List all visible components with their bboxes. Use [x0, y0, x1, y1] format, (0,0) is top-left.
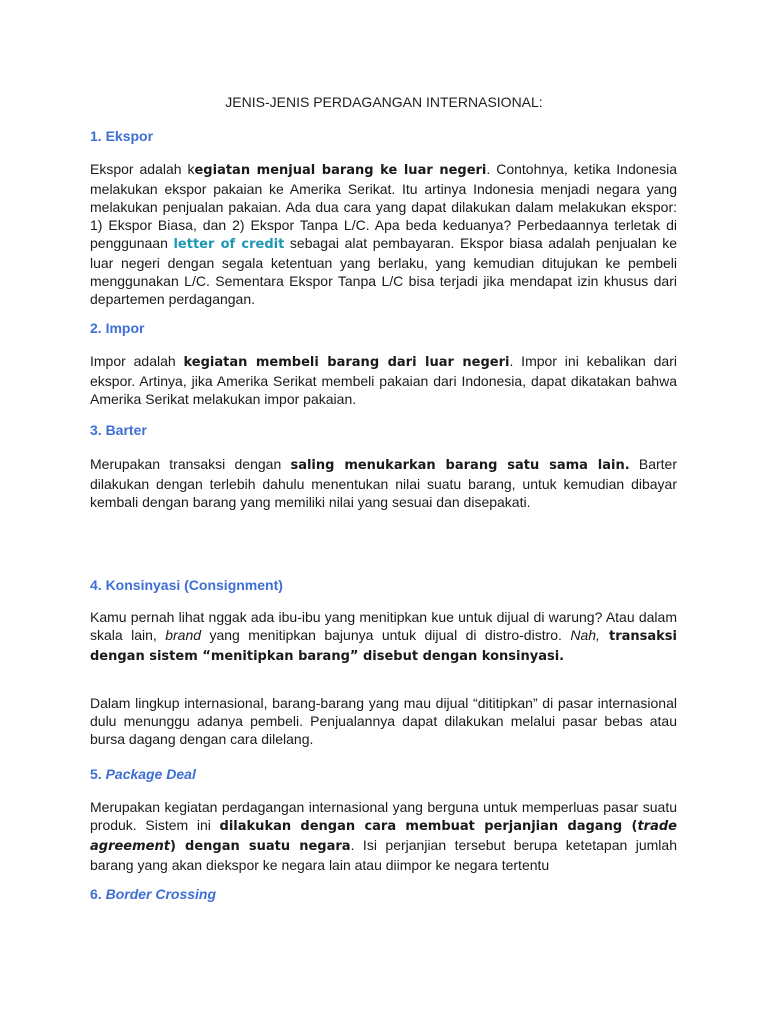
- heading-text: Package Deal: [105, 766, 196, 782]
- text-run: yang menitipkan bajunya untuk dijual di distro-distro.: [201, 627, 571, 643]
- paragraph-package-deal: [90, 798, 677, 874]
- bold-run: transaksi dengan sistem “menitipkan barang” disebut dengan konsinyasi.: [90, 629, 677, 664]
- bold-run: ) dengan suatu negara: [169, 839, 351, 854]
- italic-run: Nah,: [570, 627, 600, 643]
- italic-run: brand: [165, 627, 202, 643]
- text-run: Impor adalah: [90, 353, 184, 369]
- paragraph-konsinyasi-1: [90, 608, 677, 666]
- section-heading-impor: 2. Impor: [90, 320, 145, 336]
- section-heading-package-deal: [90, 765, 677, 783]
- text-run: Barter dilakukan dengan terlebih dahulu menentukan nilai suatu barang, untuk kemudian dibayar kembali dengan barang yang memiliki nilai yang sesuai dan disepakati.: [90, 456, 678, 510]
- section-heading-barter: 3. Barter: [90, 422, 147, 438]
- paragraph-barter: [90, 455, 677, 511]
- text-run: . Contohnya, ketika Indonesia melakukan ekspor pakaian ke Amerika Serikat. Itu artinya Indonesia menjadi negara yang melakukan penjualan pakaian. Ada dua cara yang dapat dilakukan dalam melakukan ekspor: 1) Ekspor Biasa, dan 2) Ekspor Tanpa L/C. Apa beda keduanya? Perbedaannya terletak di penggunaan: [90, 161, 677, 251]
- bold-run: egiatan menjual barang ke luar negeri: [194, 163, 487, 178]
- heading-text: Border Crossing: [105, 886, 217, 902]
- text-run: . Isi perjanjian tersebut berupa ketetapan jumlah barang yang akan diekspor ke negara lain atau diimpor ke negara tertentu: [90, 837, 677, 873]
- text-run: . Impor ini kebalikan dari ekspor. Artinya, jika Amerika Serikat membeli pakaian dari Indonesia, dapat dikatakan bahwa Amerika Serikat melakukan impor pakaian.: [90, 353, 677, 407]
- paragraph-ekspor: [90, 160, 677, 308]
- bold-run: dilakukan dengan cara membuat perjanjian dagang (: [219, 819, 638, 834]
- heading-number: 5.: [90, 766, 106, 782]
- text-run: Merupakan transaksi dengan: [90, 456, 291, 472]
- paragraph-impor: [90, 352, 677, 408]
- heading-number: 6.: [90, 886, 106, 902]
- bold-italic-run: trade agreement: [90, 819, 677, 854]
- paragraph-konsinyasi-2: Dalam lingkup internasional, barang-barang yang mau dijual “dititipkan” di pasar internasional dulu menunggu adanya pembeli. Penjualannya dapat dilakukan melalui pasar bebas atau bursa dagang dengan cara dilelang.: [90, 695, 677, 747]
- text-run: sebagai alat pembayaran. Ekspor biasa adalah penjualan ke luar negeri dengan segala ketentuan yang berlaku, yang kemudian ditujukan ke pembeli menggunakan L/C. Sementara Ekspor Tanpa L/C bisa terjadi jika mendapat izin khusus dari departemen perdagangan.: [90, 235, 677, 307]
- text-run: Kamu pernah lihat nggak ada ibu-ibu yang menitipkan kue untuk dijual di warung? Atau dalam skala lain,: [90, 609, 677, 643]
- text-run: Merupakan kegiatan perdagangan internasional yang berguna untuk memperluas pasar suatu produk. Sistem ini: [90, 799, 677, 833]
- bold-run: kegiatan membeli barang dari luar negeri: [183, 355, 510, 370]
- letter-of-credit-link[interactable]: letter of credit: [173, 237, 285, 252]
- section-heading-konsinyasi: 4. Konsinyasi (Consignment): [90, 577, 283, 593]
- section-heading-ekspor: 1. Ekspor: [90, 128, 154, 144]
- bold-run: saling menukarkan barang satu sama lain.: [290, 458, 630, 473]
- text-run: Ekspor adalah k: [90, 161, 195, 177]
- page-title: JENIS-JENIS PERDAGANGAN INTERNASIONAL:: [225, 94, 543, 110]
- section-heading-border-crossing: [90, 885, 677, 903]
